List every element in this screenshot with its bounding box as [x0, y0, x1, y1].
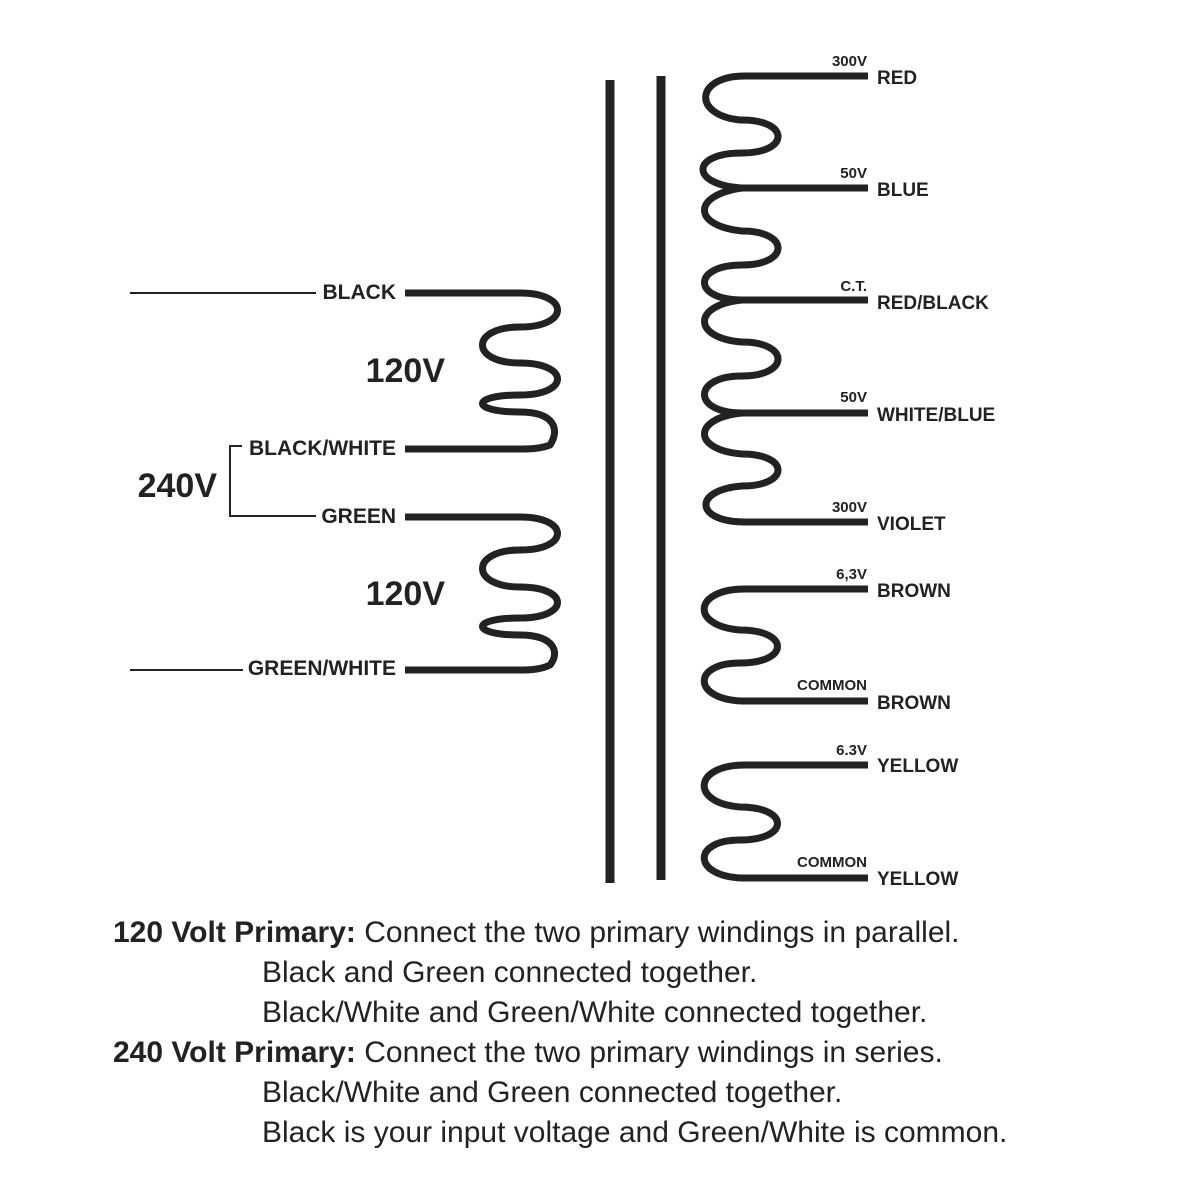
wire-label-yellow-1: YELLOW	[877, 756, 959, 777]
tap-label-hv-2: 50V	[840, 165, 867, 182]
wire-label-black-white: BLACK/WHITE	[249, 437, 396, 460]
note-240v-line2: Black/White and Green connected together.	[262, 1076, 843, 1109]
wire-label-violet: VIOLET	[877, 514, 946, 535]
wire-label-red-black: RED/BLACK	[877, 293, 989, 314]
tap-label-hv-1: 300V	[831, 53, 867, 70]
secondary-winding-hv	[703, 76, 868, 522]
voltage-label-top-120v: 120V	[365, 352, 445, 390]
tap-label-hv-4: 50V	[840, 389, 867, 406]
note-120v-line2: Black and Green connected together.	[262, 956, 758, 989]
wire-label-yellow-2: YELLOW	[877, 869, 959, 890]
note-120v-text: Connect the two primary windings in parallel.	[355, 916, 960, 949]
wire-label-black: BLACK	[322, 281, 396, 304]
note-120v-line3: Black/White and Green/White connected together.	[262, 996, 928, 1029]
wire-label-white-blue: WHITE/BLUE	[877, 405, 996, 426]
note-120v-heading: 120 Volt Primary:	[113, 916, 356, 949]
wire-label-green: GREEN	[321, 505, 396, 528]
note-240v	[113, 1033, 943, 1073]
wire-label-blue: BLUE	[877, 180, 929, 201]
voltage-label-bottom-120v: 120V	[365, 575, 445, 613]
note-120v	[113, 913, 960, 953]
tap-label-hv-5: 300V	[831, 499, 867, 516]
wire-label-brown-1: BROWN	[877, 581, 951, 602]
tap-label-heater1-2: COMMON	[797, 677, 867, 694]
note-240v-text: Connect the two primary windings in series.	[355, 1036, 943, 1069]
wire-label-red: RED	[877, 68, 918, 89]
tap-label-heater2-2: COMMON	[797, 854, 867, 871]
wire-label-brown-2: BROWN	[877, 693, 951, 714]
tap-label-heater1-1: 6,3V	[836, 566, 867, 583]
tap-label-hv-3: C.T.	[840, 278, 867, 295]
voltage-label-240v: 240V	[137, 467, 217, 505]
tap-label-heater2-1: 6.3V	[836, 742, 867, 759]
note-240v-line3: Black is your input voltage and Green/White is common.	[262, 1116, 1008, 1149]
wire-label-green-white: GREEN/WHITE	[247, 657, 396, 680]
note-240v-heading: 240 Volt Primary:	[113, 1036, 356, 1069]
